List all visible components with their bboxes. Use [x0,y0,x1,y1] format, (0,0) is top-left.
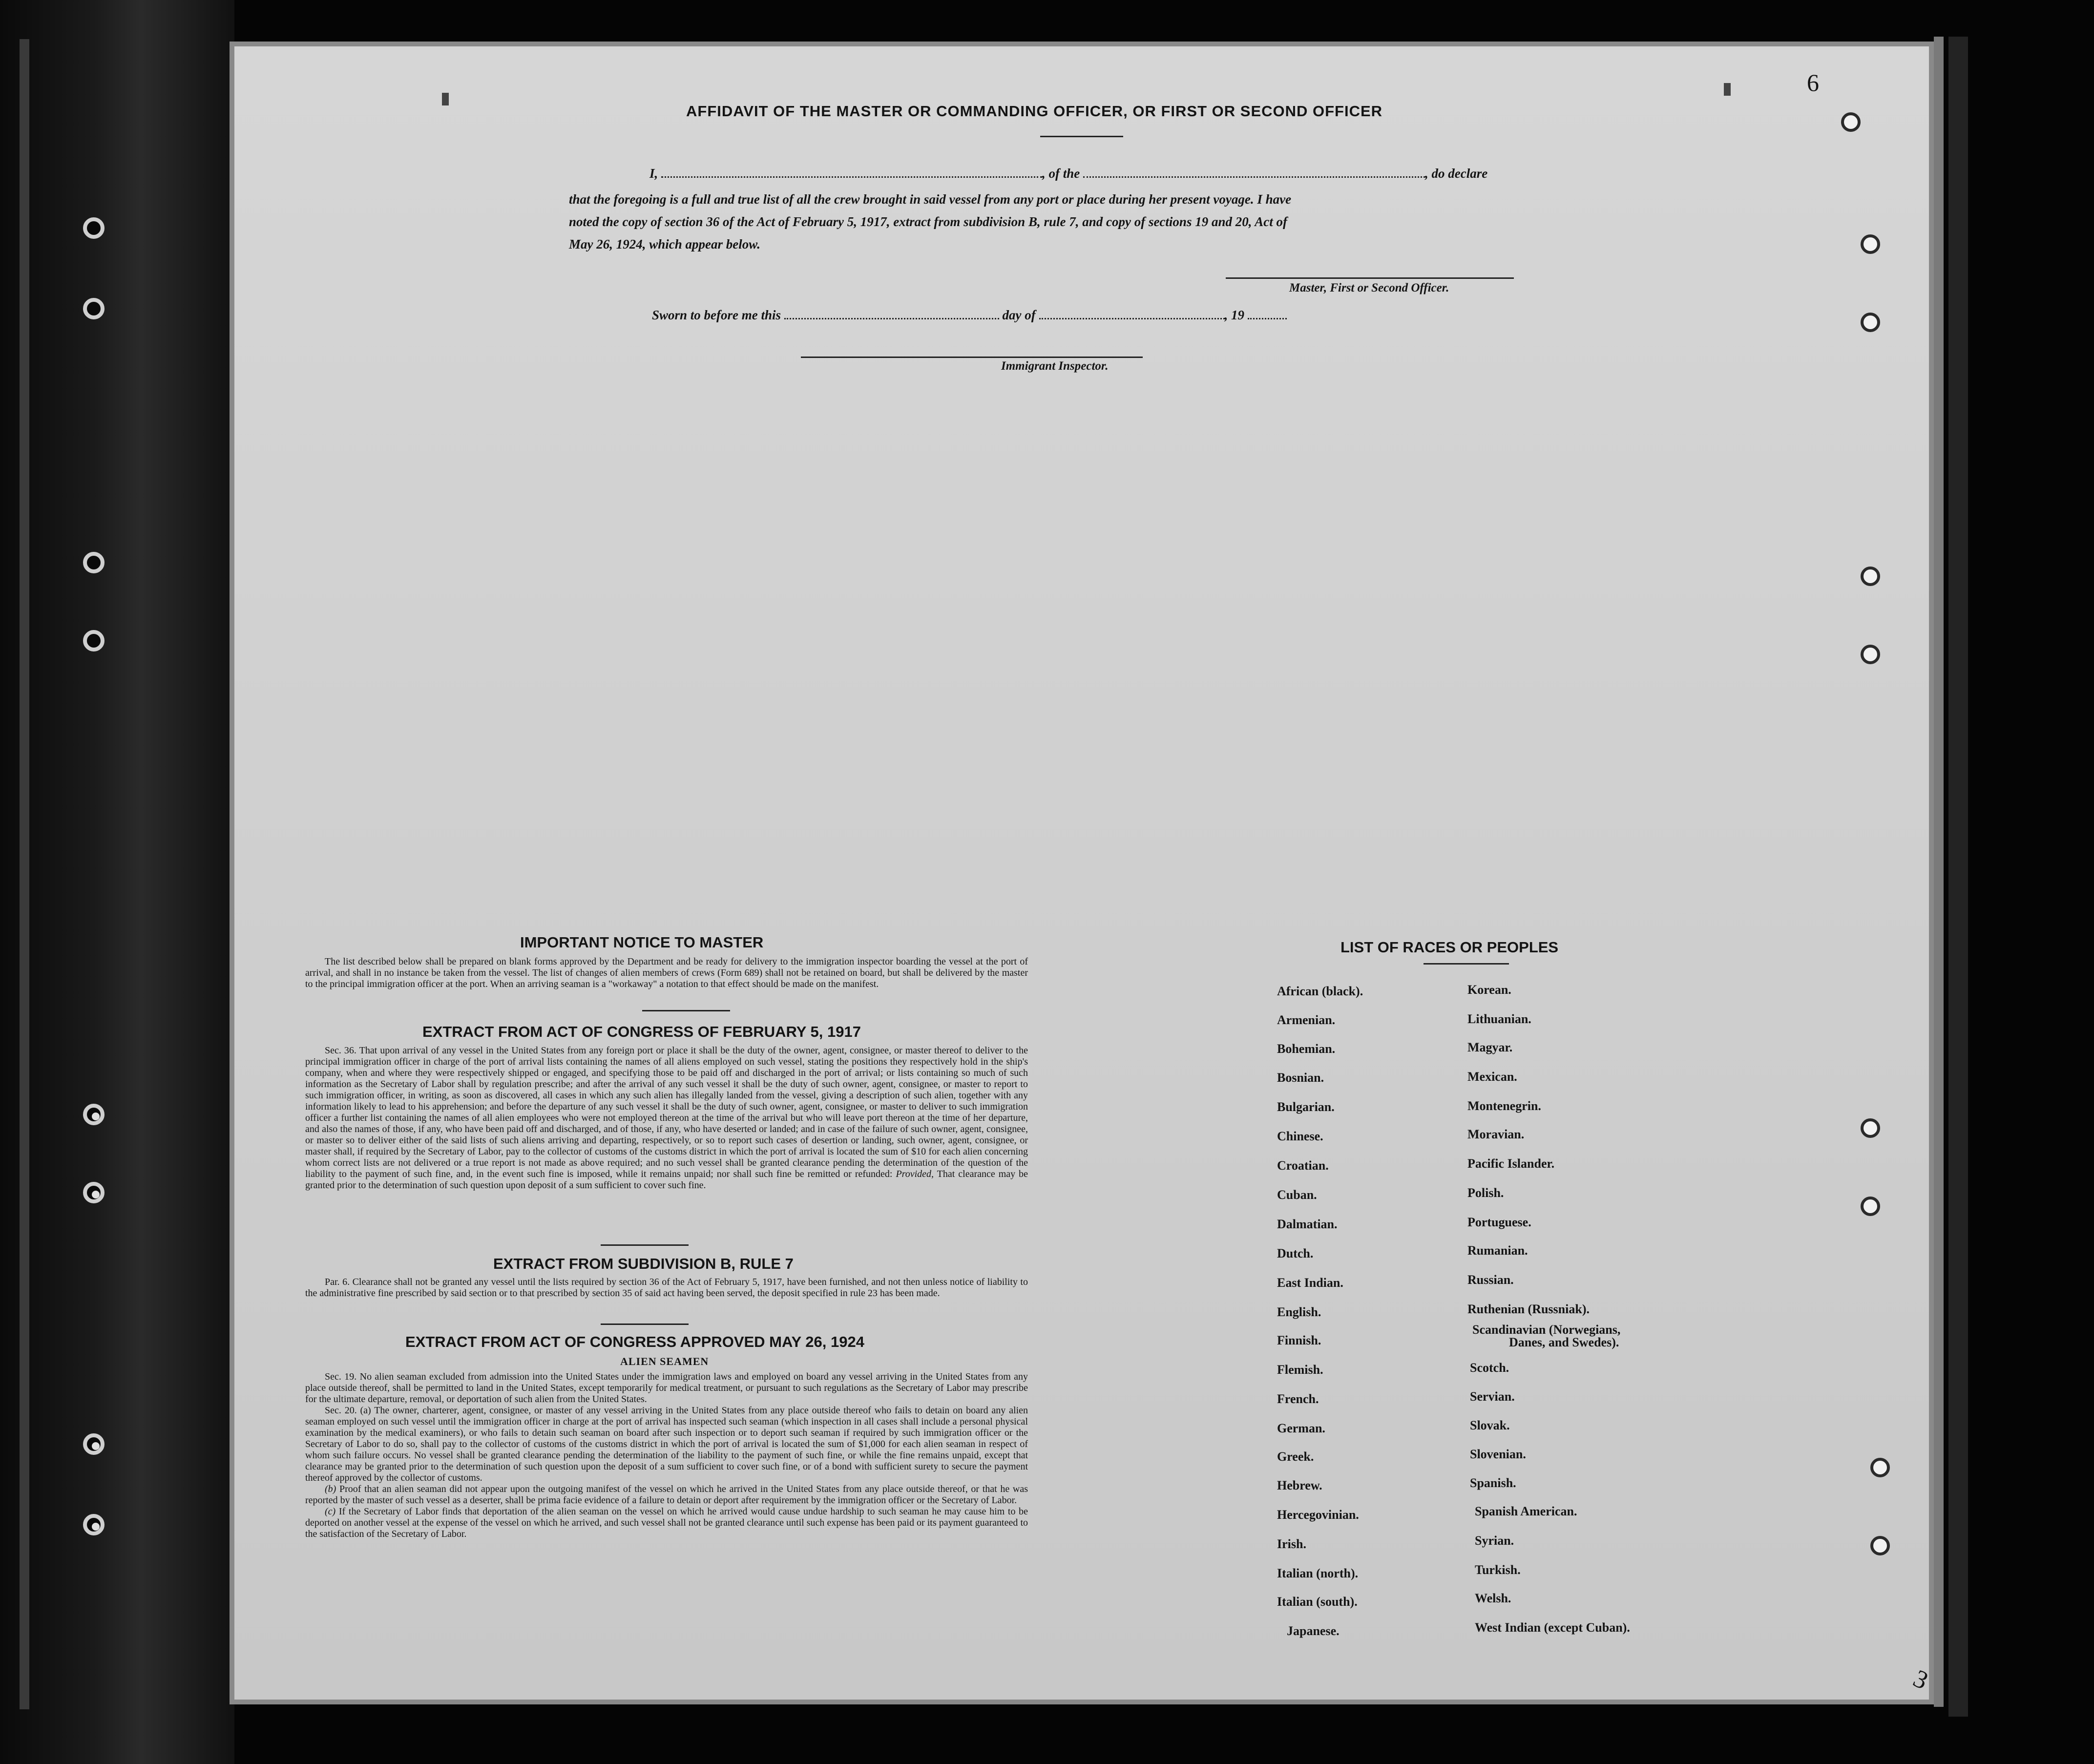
year-label: , 19 [1224,308,1245,322]
punch-hole [1861,234,1880,254]
sworn-month-field[interactable] [1039,318,1225,319]
race-item: Servian. [1470,1389,1515,1404]
ink-mark [442,93,449,105]
race-item: Italian (north). [1277,1566,1359,1580]
race-item: Hercegovinian. [1277,1508,1359,1522]
race-item: Slovak. [1470,1418,1510,1432]
sworn-label: Sworn to before me this [652,308,781,322]
master-caption: Master, First or Second Officer. [1289,281,1449,294]
race-item-scandinavian [1472,1323,1620,1349]
sec-20b-paragraph [305,1484,1028,1506]
race-item: Turkish. [1475,1563,1521,1577]
punch-hole [1861,645,1880,664]
punch-hole [1861,1118,1880,1138]
race-item: Slovenian. [1470,1447,1526,1461]
binder-band [20,39,29,1709]
race-item: Bohemian. [1277,1042,1336,1056]
race-item: Russian. [1467,1273,1514,1287]
rule-7-title: EXTRACT FROM SUBDIVISION B, RULE 7 [493,1255,794,1272]
race-item: African (black). [1277,984,1363,998]
race-item: Syrian. [1475,1533,1514,1548]
race-item: Finnish. [1277,1333,1321,1347]
sec-20a-label: Sec. 20. (a) [325,1405,371,1416]
race-item: Bulgarian. [1277,1100,1335,1114]
day-of-label: day of [1002,308,1036,322]
affidavit-body-line: May 26, 1924, which appear below. [569,237,761,252]
race-item: Scandinavian (Norwegians, [1472,1323,1621,1337]
page-edge-shadow [1948,37,1968,1717]
race-item: Greek. [1277,1449,1314,1464]
inspector-caption: Immigrant Inspector. [1001,359,1109,373]
sec-20c-label: (c) [325,1506,336,1517]
race-item: English. [1277,1305,1321,1319]
master-signature-line[interactable] [1226,277,1514,279]
race-item: Japanese. [1287,1624,1340,1638]
vessel-field[interactable] [1083,176,1425,178]
affidavit-body [569,188,1546,255]
race-item: Spanish. [1470,1476,1516,1490]
punch-hole [1870,1536,1890,1555]
punch-hole [1861,1197,1880,1216]
punch-hole [1861,567,1880,586]
binder-ring [83,1104,105,1125]
punch-hole [1870,1458,1890,1477]
affidavit-title: AFFIDAVIT OF THE MASTER OR COMMANDING OFFICER, OR FIRST OR SECOND OFFICER [686,103,1383,120]
race-item: Magyar. [1467,1040,1513,1054]
race-item: Croatian. [1277,1158,1329,1173]
sec-20c-paragraph [305,1506,1028,1540]
races-title-underline [1424,963,1509,965]
bottom-margin-mark: 3 [1909,1664,1932,1695]
notice-title: IMPORTANT NOTICE TO MASTER [520,934,764,951]
race-item: Scotch. [1470,1361,1509,1375]
section-rule [601,1323,689,1325]
race-item: Dutch. [1277,1246,1314,1260]
race-item: Montenegrin. [1467,1099,1541,1113]
race-item: Moravian. [1467,1127,1525,1141]
of-the-label: , of the [1042,166,1080,181]
sworn-day-field[interactable] [784,318,999,319]
do-declare-label: , do declare [1425,166,1488,181]
race-item: Korean. [1467,983,1511,997]
inspector-signature-line[interactable] [801,357,1143,358]
binder-ring [83,298,105,319]
race-item: Rumanian. [1467,1243,1528,1258]
sec-19-paragraph [305,1371,1028,1405]
binder-ring [83,630,105,651]
punch-hole [1841,112,1861,132]
extract-1917-text [305,1045,1028,1191]
affidavit-declaration-line [649,166,1487,181]
ink-mark [1724,83,1731,96]
sec-20b-body: Proof that an alien seaman did not appear upon the outgoing manifest of the vessel on which he arrived in the United States from any place outside thereof, or that he was reported by the master of such vessel as a deserter, shall be prima facie evidence of a failure to detain or deport after requirement by the immigration officer or the Secretary of Labor. [305,1484,1028,1506]
notice-text: The list described below shall be prepared on blank forms approved by the Department and be ready for delivery to the immigration inspector boarding the vessel at the port of arrival, and shall in no instance be taken from the vessel. The list of changes of alien members of crews (Form 689) shall not be retained on board, but shall be delivered by the master to the principal immigration officer at the port. When an arriving seaman is a "workaway" a notation to that effect should be made on the manifest. [305,956,1028,989]
sec-36-label: Sec. 36. [325,1045,356,1056]
affidavit-body-line: that the foregoing is a full and true list of all the crew brought in said vessel from any port or place during her present voyage. I have [569,192,1292,207]
race-item: Flemish. [1277,1363,1323,1377]
name-field[interactable] [661,176,1042,178]
race-item: West Indian (except Cuban). [1475,1620,1630,1635]
race-item: Hebrew. [1277,1478,1322,1492]
page-edge [1934,37,1944,1707]
race-item: Armenian. [1277,1013,1336,1027]
extract-1917-title: EXTRACT FROM ACT OF CONGRESS OF FEBRUARY 5, 1917 [422,1023,861,1040]
race-item: Cuban. [1277,1188,1317,1202]
race-item: Lithuanian. [1467,1012,1531,1026]
sec-19-label: Sec. 19. [325,1371,357,1382]
section-rule [601,1244,689,1246]
binder-ring [83,217,105,239]
extract-1924-text [305,1371,1028,1540]
race-item: Spanish American. [1475,1504,1577,1518]
race-item: French. [1277,1392,1319,1406]
race-item: Chinese. [1277,1129,1323,1143]
alien-seamen-subtitle: ALIEN SEAMEN [620,1355,709,1367]
race-item: East Indian. [1277,1276,1343,1290]
race-item: Dalmatian. [1277,1217,1338,1231]
race-item: Portuguese. [1467,1215,1531,1229]
race-item: Irish. [1277,1537,1306,1551]
section-rule [642,1010,730,1011]
race-item: Mexican. [1467,1070,1517,1084]
races-title: LIST OF RACES OR PEOPLES [1340,939,1559,956]
race-item-continuation: Danes, and Swedes). [1509,1335,1619,1349]
race-item: Pacific Islander. [1467,1156,1555,1171]
punch-hole [1861,313,1880,332]
extract-1924-title: EXTRACT FROM ACT OF CONGRESS APPROVED MAY 26, 1924 [405,1333,864,1350]
binder-strip [0,0,234,1764]
race-item: Polish. [1467,1186,1504,1200]
sec-20c-body: If the Secretary of Labor finds that deportation of the alien seaman on the vessel on which he arrived would cause undue hardship to such seaman he may cause him to be deported on another vessel at the expense of the vessel on which he arrived, and such vessel shall not be granted clearance until such expense has been paid or its payment guaranteed to the satisfaction of the Secretary of Labor. [305,1506,1028,1539]
sec-20a-paragraph [305,1405,1028,1484]
race-item: Welsh. [1475,1591,1511,1605]
i-label: I, [649,166,658,181]
sec-20b-label: (b) [325,1484,336,1494]
sec-20a-body: The owner, charterer, agent, consignee, or master of any vessel arriving in the United States from any place outside thereof who fails to detain on board any alien seaman employed on such vessel until the immigration officer in charge at the port of arrival has inspected such seaman (which inspection in all cases shall include a personal physical examination by the medical examiners), or who fails to detain such seaman on board after such inspection or to deport such seaman if required by such immigration officer or the Secretary of Labor to do so, shall pay to the collector of customs of the customs district in which the port of arrival is located the sum of $1,000 for each alien seaman in respect of whom such failure occurs. No vessel shall be granted clearance pending the determination of the liability to the payment of such fine, or while the fine remains unpaid, except that clearance may be granted prior to the determination of such question upon the deposit of a sum sufficient to cover such fine, or of a bond with sufficient surety to secure the payment thereof approved by the collector of customs. [305,1405,1028,1483]
race-item: Ruthenian (Russniak). [1467,1302,1590,1316]
affidavit-body-line: noted the copy of section 36 of the Act of February 5, 1917, extract from subdivision B, rule 7, and copy of sections 19 and 20, Act of [569,214,1287,229]
race-item: Bosnian. [1277,1071,1324,1085]
binder-ring [83,1514,105,1535]
sec-19-body: No alien seaman excluded from admission into the United States under the immigration laws and employed on board any vessel arriving in the United States from any place outside thereof, shall be permitted to land in the United States, except temporarily for medical treatment, or pursuant to such regulations as the Secretary of Labor may prescribe for the ultimate departure, removal, or deportation of such alien from the United States. [305,1371,1028,1405]
proviso-body: That clearance may be granted prior to the determination of such question upon deposit of a sum sufficient to cover such fine. [305,1169,1028,1191]
corner-number: 6 [1807,69,1819,96]
proviso-label: Provided, [896,1169,934,1179]
title-underline [1040,136,1123,137]
race-item: German. [1277,1421,1325,1435]
binder-ring [83,552,105,573]
binder-ring [83,1433,105,1455]
sworn-year-field[interactable] [1248,318,1287,319]
rule-7-text: Par. 6. Clearance shall not be granted any vessel until the lists required by section 36 of the Act of February 5, 1917, have been furnished, and not then unless notice of liability to the administrative fine prescribed by said section or to that prescribed by section 35 of said act having been served, the deposit specified in rule 23 has been made. [305,1277,1028,1299]
sec-36-body: That upon arrival of any vessel in the United States from any foreign port or place it shall be the duty of the owner, agent, consignee, or master thereof to deliver to the principal immigration officer in charge of the port of arrival lists containing the names of all aliens employed on such vessel, stating the positions they respectively hold in the ship's company, when and where they were respectively shipped or engaged, and specifying those to be paid off and discharged in the port of arrival; or lists containing so much of such information as the Secretary of Labor shall by regulation prescribe; and after the arrival of any such vessel it shall be the duty of such owner, agent, consignee, or master to report to such immigration officer, in writing, as soon as discovered, all cases in which any such alien has illegally landed from the vessel, giving a description of such alien, together with any information likely to lead to his apprehension; and before the departure of any such vessel it shall be the duty of such owner, agent, consignee, or master to deliver to such immigration officer a further list containing the names of all alien employees who were not employed thereon at the time of the arrival but who will leave port thereon at the time of her departure, and also the names of those, if any, who have been paid off and discharged, and of those, if any, who have deserted or landed; and in case of the failure of such owner, agent, consignee, or master so to deliver either of the said lists of such aliens arriving and departing, respectively, or so to report such cases of desertion or landing, such owner, agent, consignee, or master shall, if required by the Secretary of Labor, pay to the collector of customs of the customs district in which the port of arrival is located the sum of $10 for each alien concerning whom correct lists are not delivered or a true report is not made as above required; and no such vessel shall be granted clearance pending the determination of the question of the liability to the payment of such fine, and, in the event such fine is imposed, while it remains unpaid; nor shall such fine be remitted or refunded: [305,1045,1028,1179]
sworn-line [652,308,1287,323]
binder-ring [83,1182,105,1203]
race-item: Italian (south). [1277,1595,1358,1609]
